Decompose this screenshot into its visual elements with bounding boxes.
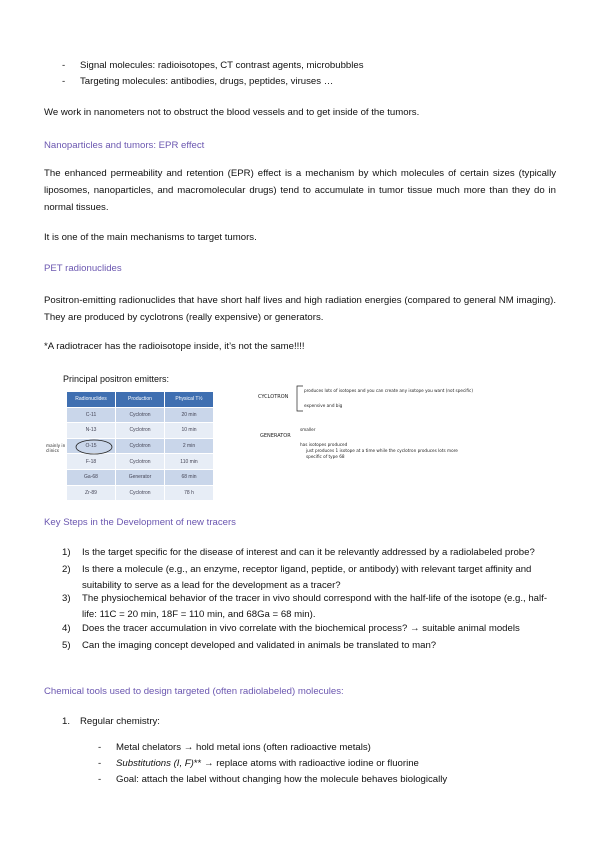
cyclotron-note-1: produces lots of isotopes and you can create any isotope you want (not specific): [304, 388, 473, 393]
cell: Ga-68: [67, 469, 116, 485]
pet-paragraph: Positron-emitting radionuclides that have short half lives and high radiation energies (compared to general NM imaging). They are produced by cyclotrons (really expensive) or generators.: [44, 295, 556, 323]
generator-note-4: specific of type 68: [306, 454, 345, 459]
table-header: Physical T½: [165, 392, 214, 408]
chem-item-text: Regular chemistry:: [80, 716, 160, 727]
figure-title: Principal positron emitters:: [63, 374, 170, 384]
cell: O-15: [67, 438, 116, 454]
list-number: 5): [62, 640, 71, 651]
list-text: Can the imaging concept developed and validated in animals be translated to man?: [82, 640, 437, 651]
cell: F-18: [67, 454, 116, 470]
chem-bullet-substitutions: [98, 758, 419, 769]
table-header: Radionuclides: [67, 392, 116, 408]
chem-bullet-chelators: [98, 742, 371, 753]
chem-item-number: 1.: [62, 716, 71, 727]
cell: 78 h: [165, 485, 214, 501]
side-note: mainly in clinics: [46, 443, 66, 453]
cell: Cyclotron: [116, 438, 165, 454]
table-row: [67, 423, 214, 439]
bullet-text: Goal: attach the label without changing how the molecule behaves biologically: [116, 774, 448, 785]
cell: 10 min: [165, 423, 214, 439]
bullet-dash: -: [98, 742, 102, 753]
bullet-text: Metal chelators → hold metal ions (often radioactive metals): [116, 742, 371, 753]
cell: Zr-89: [67, 485, 116, 501]
generator-note-2: has isotopes produced: [300, 442, 348, 447]
list-number: 4): [62, 623, 71, 634]
table-header: Production: [116, 392, 165, 408]
heading-pet: PET radionuclides: [44, 263, 122, 274]
generator-note-1: smaller: [300, 427, 316, 432]
list-number: 1): [62, 547, 71, 558]
bullet-dash: -: [62, 76, 66, 87]
italic-term: Substitutions (I, F): [116, 758, 194, 769]
generator-label: GENERATOR: [260, 433, 291, 439]
cell: Cyclotron: [116, 485, 165, 501]
chem-bullet-goal: [98, 774, 448, 785]
bullet-dash: -: [98, 774, 102, 785]
table-row: [67, 469, 214, 485]
list-number: 3): [62, 593, 71, 604]
cyclotron-label: CYCLOTRON: [258, 394, 289, 400]
epr-mechanism-text: It is one of the main mechanisms to target tumors.: [44, 232, 257, 243]
list-text: Is the target specific for the disease of interest and can it be relevantly addressed by a radiolabeled probe?: [82, 547, 535, 558]
cyclotron-note-2: expensive and big: [304, 403, 343, 408]
nanometers-paragraph: We work in nanometers not to obstruct the blood vessels and to get inside of the tumors.: [44, 107, 420, 118]
bullet-dash: -: [98, 758, 102, 769]
table-row: [67, 485, 214, 501]
bullet-rest: ** → replace atoms with radioactive iodine or fluorine: [193, 758, 419, 769]
cell: Cyclotron: [116, 423, 165, 439]
list-text: The physiochemical behavior of the tracer in vivo should correspond with the half-life of the isotope (e.g., half-life: 11C = 20 min, 18F = 110 min, and 68Ga = 68 min).: [82, 593, 548, 620]
cell: C-11: [67, 407, 116, 423]
heading-epr: Nanoparticles and tumors: EPR effect: [44, 140, 205, 151]
cell: 2 min: [165, 438, 214, 454]
cell: 20 min: [165, 407, 214, 423]
cell: N-13: [67, 423, 116, 439]
list-text: Is there a molecule (e.g., an enzyme, receptor ligand, peptide, or antibody) with relevant target affinity and suitability to serve as a lead for the development as a tracer?: [82, 564, 532, 591]
bullet-text: Targeting molecules: antibodies, drugs, peptides, viruses …: [80, 76, 334, 87]
radiotracer-note: *A radiotracer has the radioisotope inside, it’s not the same!!!!: [44, 341, 305, 352]
bullet-text: Signal molecules: radioisotopes, CT contrast agents, microbubbles: [80, 60, 364, 71]
cell: Cyclotron: [116, 407, 165, 423]
heading-key-steps: Key Steps in the Development of new tracers: [44, 517, 236, 528]
list-text: Does the tracer accumulation in vivo correlate with the biochemical process? → suitable animal models: [82, 623, 520, 634]
cell: Cyclotron: [116, 454, 165, 470]
cell: 68 min: [165, 469, 214, 485]
list-number: 2): [62, 564, 71, 575]
heading-chemical-tools: Chemical tools used to design targeted (often radiolabeled) molecules:: [44, 686, 344, 697]
epr-paragraph: The enhanced permeability and retention (EPR) effect is a mechanism by which molecules of certain sizes (typically liposomes, nanoparticles, and macromolecular drugs) tend to accumulate in tumor tissue much more than they do in normal tissues.: [44, 168, 556, 213]
bullet-text: [116, 758, 419, 769]
generator-note-3: just produces 1 isotope at a time while the cyclotron produces lots more: [306, 448, 458, 453]
cell: 110 min: [165, 454, 214, 470]
cell: Generator: [116, 469, 165, 485]
table-row: [67, 407, 214, 423]
bullet-dash: -: [62, 60, 66, 71]
